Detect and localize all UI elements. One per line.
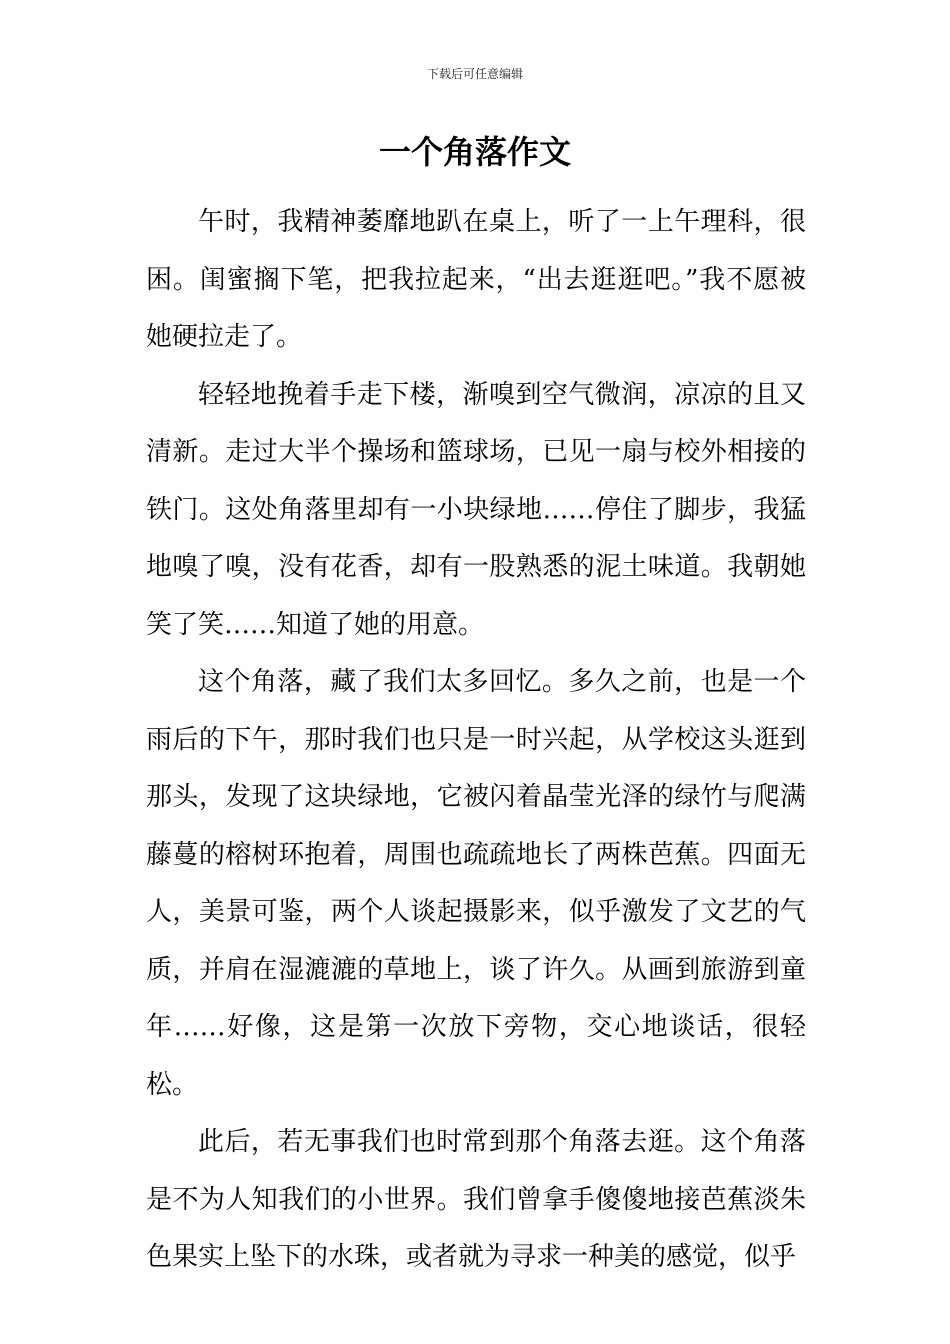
paragraph-2: 轻轻地挽着手走下楼，渐嗅到空气微润，凉凉的且又清新。走过大半个操场和篮球场，已见一扇与校外相接的铁门。这处角落里却有一小块绿地……停住了脚步，我猛地嗅了嗅，没有花香，却有一股熟悉的泥土味道。我朝她笑了笑……知道了她的用意。 (146, 379, 806, 640)
header-note: 下载后可任意编辑 (426, 67, 523, 81)
article-body (146, 194, 806, 1287)
document-title: 一个角落作文 (378, 133, 571, 171)
paragraph-4: 此后，若无事我们也时常到那个角落去逛。这个角落是不为人知我们的小世界。我们曾拿手傻傻地接芭蕉淡朱色果实上坠下的水珠，或者就为寻求一种美的感觉，似乎 (146, 1127, 806, 1272)
paragraph-1: 午时，我精神萎靡地趴在桌上，听了一上午理科，很困。闺蜜搁下笔，把我拉起来，“出去逛逛吧。”我不愿被她硬拉走了。 (146, 207, 806, 352)
paragraph-3: 这个角落，藏了我们太多回忆。多久之前，也是一个雨后的下午，那时我们也只是一时兴起，从学校这头逛到那头，发现了这块绿地，它被闪着晶莹光泽的绿竹与爬满藤蔓的榕树环抱着，周围也疏疏地长了两株芭蕉。四面无人，美景可鉴，两个人谈起摄影来，似乎激发了文艺的气质，并肩在湿漉漉的草地上，谈了许久。从画到旅游到童年……好像，这是第一次放下旁物，交心地谈话，很轻松。 (146, 667, 806, 1100)
